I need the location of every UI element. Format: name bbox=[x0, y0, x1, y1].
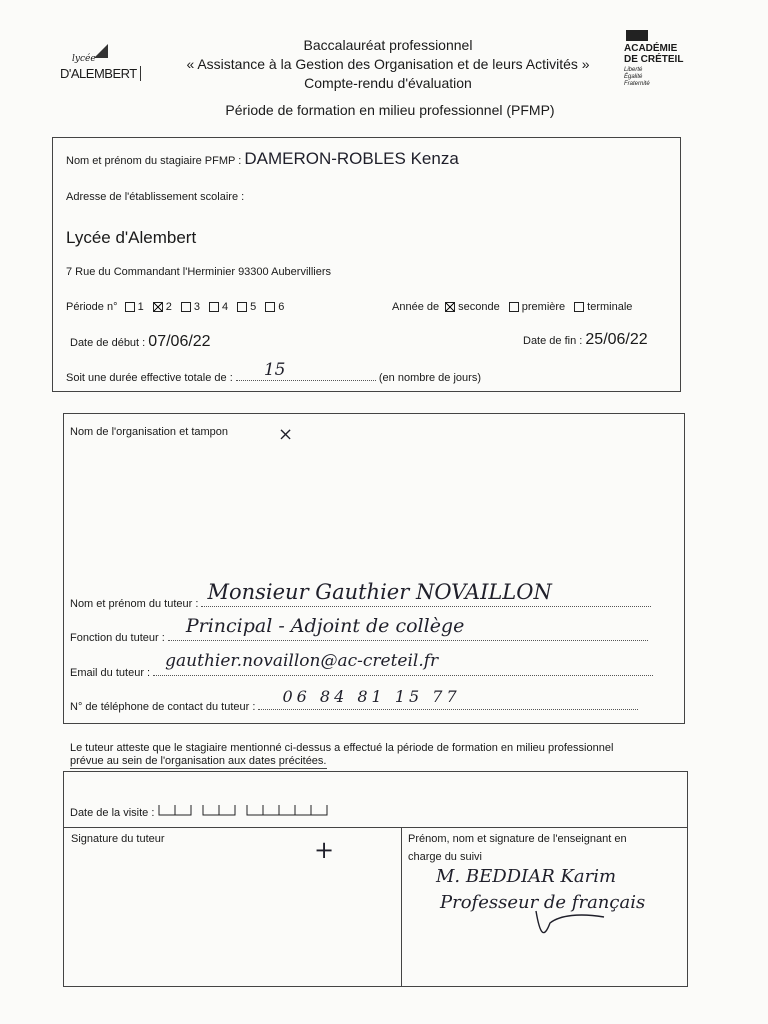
page-subtitle: Période de formation en milieu professionnel (PFMP) bbox=[225, 102, 555, 118]
periode-option-label: 5 bbox=[250, 301, 257, 313]
visit-date-boxes[interactable] bbox=[157, 804, 329, 819]
periode-option[interactable] bbox=[237, 301, 256, 313]
periode-option[interactable] bbox=[209, 301, 228, 313]
checkbox-icon[interactable] bbox=[125, 302, 135, 312]
tutor-role-label: Fonction du tuteur : bbox=[70, 632, 165, 644]
tutor-email-row bbox=[70, 651, 670, 679]
attestation-text bbox=[70, 742, 710, 769]
tutor-email-label: Email du tuteur : bbox=[70, 667, 151, 679]
header-line-3: Compte-rendu d'évaluation bbox=[304, 75, 472, 91]
end-date-row bbox=[523, 331, 648, 349]
student-section bbox=[52, 137, 681, 392]
annee-row bbox=[392, 301, 632, 313]
periode-option[interactable] bbox=[265, 301, 284, 313]
student-name-row bbox=[66, 149, 459, 169]
tutor-signature-area[interactable] bbox=[64, 850, 400, 984]
duration-value: 15 bbox=[263, 360, 286, 380]
tutor-role-row bbox=[70, 615, 670, 644]
tutor-email-value: gauthier.novaillon@ac-creteil.fr bbox=[165, 651, 439, 671]
tutor-phone-row bbox=[70, 687, 670, 713]
school-address-label: Adresse de l'établissement scolaire : bbox=[66, 191, 245, 203]
periode-row bbox=[66, 301, 284, 313]
tutor-name-row bbox=[70, 580, 670, 610]
tutor-phone-label: N° de téléphone de contact du tuteur : bbox=[70, 701, 256, 713]
annee-option-label: première bbox=[521, 301, 566, 313]
end-date-label: Date de fin : bbox=[523, 335, 583, 347]
end-date-value: 25/06/22 bbox=[585, 331, 648, 348]
signature-divider bbox=[401, 827, 402, 986]
annee-option[interactable] bbox=[574, 301, 632, 313]
student-name-label: Nom et prénom du stagiaire PFMP : bbox=[66, 155, 242, 167]
duration-unit: (en nombre de jours) bbox=[378, 372, 481, 384]
school-name: Lycée d'Alembert bbox=[66, 228, 197, 247]
annee-option-label: terminale bbox=[587, 301, 633, 313]
stamp-label: Nom de l'organisation et tampon bbox=[70, 426, 229, 438]
annee-option[interactable] bbox=[509, 301, 565, 313]
checkbox-icon[interactable] bbox=[509, 302, 519, 312]
periode-option-label: 6 bbox=[278, 301, 285, 313]
checkbox-icon[interactable] bbox=[265, 302, 275, 312]
tutor-email-field bbox=[153, 651, 653, 676]
tutor-signature-mark: + bbox=[314, 836, 335, 864]
start-date-value: 07/06/22 bbox=[148, 333, 211, 350]
teacher-signature-line-2: Professeur de français bbox=[440, 892, 646, 913]
visit-date-label: Date de la visite : bbox=[70, 807, 155, 819]
visit-date-row bbox=[70, 804, 329, 819]
checked-checkbox-icon[interactable] bbox=[445, 302, 455, 312]
start-date-label: Date de début : bbox=[70, 337, 146, 349]
header-line-1: Baccalauréat professionnel bbox=[303, 37, 473, 53]
teacher-label-line-2: charge du suivi bbox=[408, 851, 482, 863]
tutor-name-label: Nom et prénom du tuteur : bbox=[70, 598, 199, 610]
checkbox-icon[interactable] bbox=[181, 302, 191, 312]
start-date-row bbox=[70, 333, 211, 351]
duration-label: Soit une durée effective totale de : bbox=[66, 372, 233, 384]
academie-line-1: ACADÉMIE bbox=[624, 43, 678, 54]
tutor-role-value: Principal - Adjoint de collège bbox=[185, 615, 465, 637]
teacher-signature-line-1: M. BEDDIAR Karim bbox=[436, 866, 617, 887]
academie-logo bbox=[624, 30, 704, 88]
academie-line-2: DE CRÉTEIL bbox=[624, 54, 684, 65]
periode-label: Période n° bbox=[66, 301, 118, 313]
logo-roof-icon bbox=[94, 44, 108, 58]
tutor-phone-value: 06 84 81 15 77 bbox=[282, 687, 461, 706]
motto-3: Fraternité bbox=[624, 81, 650, 87]
periode-option[interactable] bbox=[153, 301, 172, 313]
student-name-value: DAMERON-ROBLES Kenza bbox=[244, 149, 459, 168]
logo-top-text: lycée bbox=[72, 54, 96, 64]
checkbox-icon[interactable] bbox=[237, 302, 247, 312]
periode-option-label: 3 bbox=[193, 301, 200, 313]
periode-option-label: 4 bbox=[221, 301, 229, 313]
logo-name-text: D'ALEMBERT bbox=[60, 66, 141, 81]
teacher-signature-scribble bbox=[530, 905, 610, 941]
school-address: 7 Rue du Commandant l'Herminier 93300 Aubervilliers bbox=[66, 266, 332, 278]
stamp-mark: × bbox=[278, 424, 294, 445]
checked-checkbox-icon[interactable] bbox=[153, 302, 163, 312]
marianne-icon bbox=[626, 30, 648, 41]
annee-option-label: seconde bbox=[458, 301, 500, 313]
duration-field bbox=[236, 360, 376, 381]
periode-option-label: 2 bbox=[165, 301, 172, 313]
visit-divider bbox=[63, 827, 687, 828]
annee-option[interactable] bbox=[445, 301, 500, 313]
motto-1: Liberté bbox=[624, 67, 643, 73]
attestation-line-1: Le tuteur atteste que le stagiaire mentionné ci-dessus a effectué la période de formation en milieu professionnel bbox=[70, 742, 614, 754]
attestation-line-2: prévue au sein de l'organisation aux dates précitées. bbox=[70, 755, 327, 767]
header-line-2: « Assistance à la Gestion des Organisation et de leurs Activités » bbox=[186, 56, 590, 72]
duration-row bbox=[66, 360, 481, 384]
checkbox-icon[interactable] bbox=[209, 302, 219, 312]
tutor-name-value: Monsieur Gauthier NOVAILLON bbox=[207, 580, 552, 604]
periode-option[interactable] bbox=[181, 301, 200, 313]
teacher-label-line-1: Prénom, nom et signature de l'enseignant en bbox=[408, 833, 627, 845]
teacher-label bbox=[408, 830, 627, 866]
tutor-role-field bbox=[168, 615, 648, 641]
annee-label: Année de bbox=[392, 301, 440, 313]
tutor-name-field bbox=[201, 580, 651, 607]
tutor-signature-label: Signature du tuteur bbox=[71, 833, 165, 845]
checkbox-icon[interactable] bbox=[574, 302, 584, 312]
periode-option[interactable] bbox=[125, 301, 144, 313]
periode-option-label: 1 bbox=[137, 301, 144, 313]
motto-2: Égalité bbox=[624, 74, 643, 80]
tutor-phone-field bbox=[258, 687, 638, 710]
